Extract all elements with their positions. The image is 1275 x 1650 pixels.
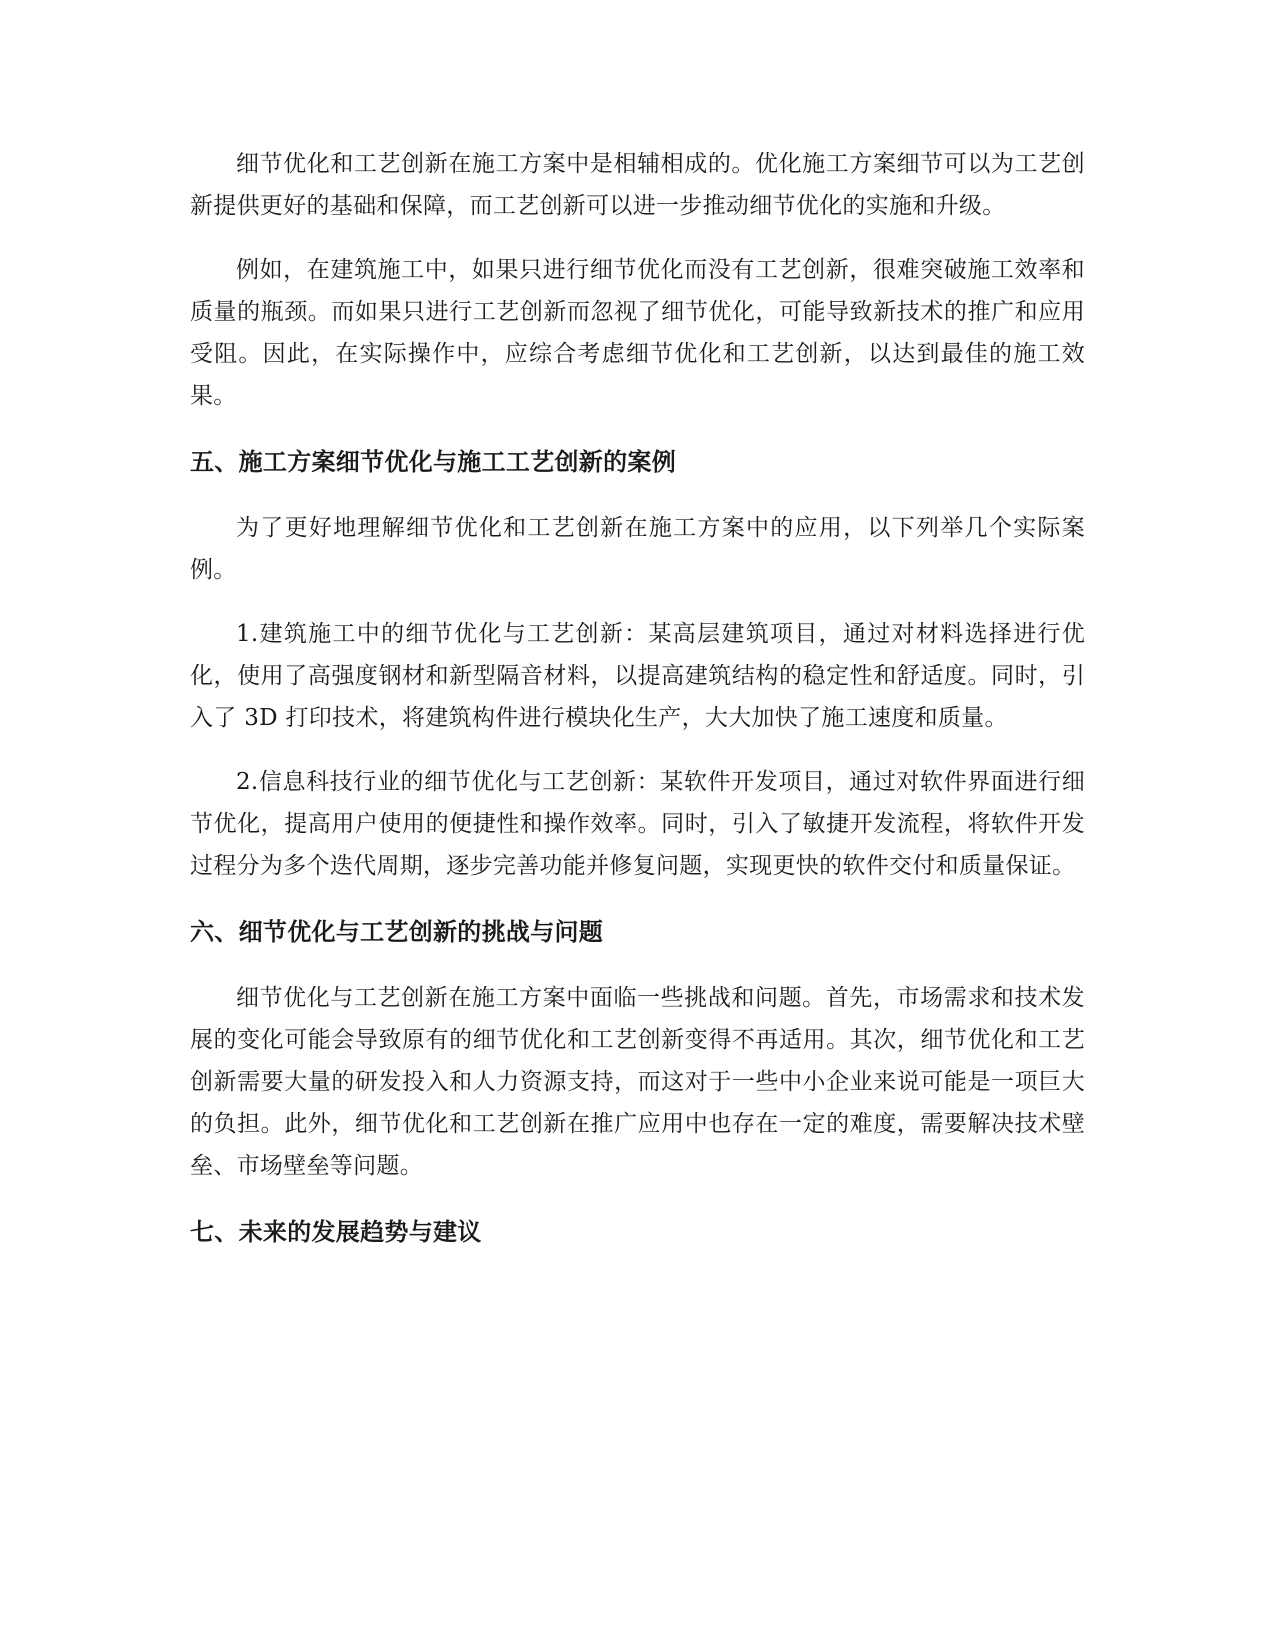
paragraph-case-1: 1.建筑施工中的细节优化与工艺创新：某高层建筑项目，通过对材料选择进行优化，使用了高强度钢材和新型隔音材料，以提高建筑结构的稳定性和舒适度。同时，引入了 3D 打印技术，将建筑构件进行模块化生产，大大加快了施工速度和质量。	[190, 621, 1085, 731]
section-heading-6: 六、细节优化与工艺创新的挑战与问题	[190, 918, 604, 946]
paragraph-complementary: 细节优化和工艺创新在施工方案中是相辅相成的。优化施工方案细节可以为工艺创新提供更好的基础和保障，而工艺创新可以进一步推动细节优化的实施和升级。	[190, 151, 1085, 219]
paragraph-cases-intro: 为了更好地理解细节优化和工艺创新在施工方案中的应用，以下列举几个实际案例。	[190, 515, 1085, 583]
section-heading-7: 七、未来的发展趋势与建议	[190, 1218, 482, 1246]
paragraph-case-2: 2.信息科技行业的细节优化与工艺创新：某软件开发项目，通过对软件界面进行细节优化，提高用户使用的便捷性和操作效率。同时，引入了敏捷开发流程，将软件开发过程分为多个迭代周期，逐步完善功能并修复问题，实现更快的软件交付和质量保证。	[190, 769, 1085, 879]
paragraph-example: 例如，在建筑施工中，如果只进行细节优化而没有工艺创新，很难突破施工效率和质量的瓶颈。而如果只进行工艺创新而忽视了细节优化，可能导致新技术的推广和应用受阻。因此，在实际操作中，应综合考虑细节优化和工艺创新，以达到最佳的施工效果。	[190, 257, 1085, 409]
section-heading-5: 五、施工方案细节优化与施工工艺创新的案例	[190, 448, 676, 476]
paragraph-challenges: 细节优化与工艺创新在施工方案中面临一些挑战和问题。首先，市场需求和技术发展的变化可能会导致原有的细节优化和工艺创新变得不再适用。其次，细节优化和工艺创新需要大量的研发投入和人力资源支持，而这对于一些中小企业来说可能是一项巨大的负担。此外，细节优化和工艺创新在推广应用中也存在一定的难度，需要解决技术壁垒、市场壁垒等问题。	[190, 985, 1085, 1179]
